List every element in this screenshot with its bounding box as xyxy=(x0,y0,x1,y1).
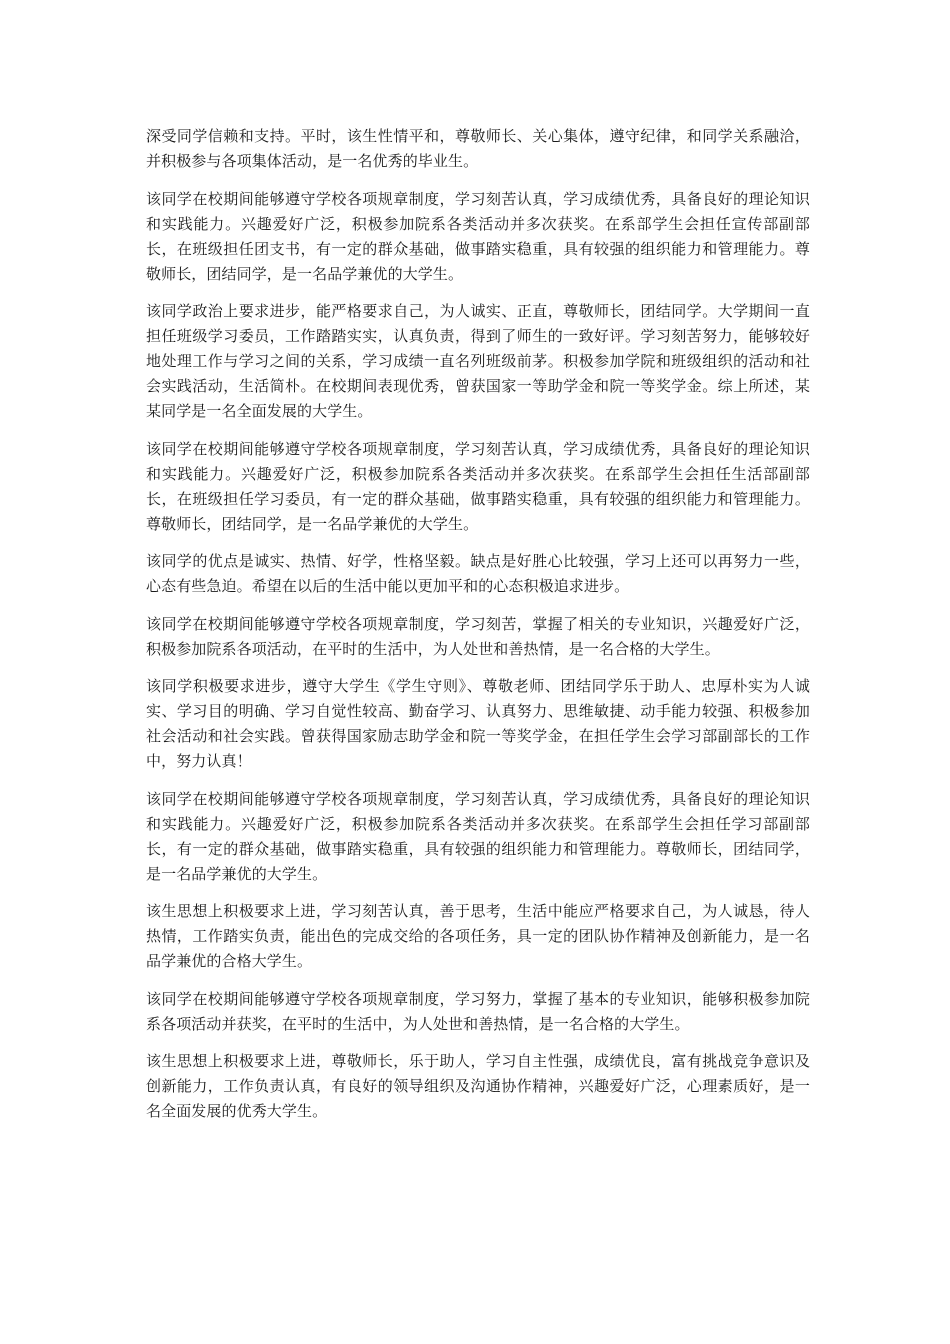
paragraph: 该同学的优点是诚实、热情、好学，性格坚毅。缺点是好胜心比较强，学习上还可以再努力一些，心态有些急迫。希望在以后的生活中能以更加平和的心态积极追求进步。 xyxy=(146,552,810,595)
paragraph: 该生思想上积极要求上进，学习刻苦认真，善于思考，生活中能应严格要求自己，为人诚恳，待人热情，工作踏实负责，能出色的完成交给的各项任务，具一定的团队协作精神及创新能力，是一名品学兼优的合格大学生。 xyxy=(146,902,810,970)
paragraph: 该同学政治上要求进步，能严格要求自己，为人诚实、正直，尊敬师长，团结同学。大学期间一直担任班级学习委员，工作踏踏实实，认真负责，得到了师生的一致好评。学习刻苦努力，能够较好地处理工作与学习之间的关系，学习成绩一直名列班级前茅。积极参加学院和班级组织的活动和社会实践活动，生活简朴。在校期间表现优秀，曾获国家一等助学金和院一等奖学金。综上所述，某某同学是一名全面发展的大学生。 xyxy=(146,302,810,420)
paragraph: 深受同学信赖和支持。平时，该生性情平和，尊敬师长、关心集体，遵守纪律，和同学关系融洽，并积极参与各项集体活动，是一名优秀的毕业生。 xyxy=(146,127,810,170)
paragraph: 该同学在校期间能够遵守学校各项规章制度，学习刻苦认真，学习成绩优秀，具备良好的理论知识和实践能力。兴趣爱好广泛，积极参加院系各类活动并多次获奖。在系部学生会担任宣传部副部长，在班级担任团支书，有一定的群众基础，做事踏实稳重，具有较强的组织能力和管理能力。尊敬师长，团结同学，是一名品学兼优的大学生。 xyxy=(146,189,810,283)
paragraph: 该同学在校期间能够遵守学校各项规章制度，学习刻苦，掌握了相关的专业知识，兴趣爱好广泛，积极参加院系各项活动，在平时的生活中，为人处世和善热情，是一名合格的大学生。 xyxy=(146,614,810,658)
document-body xyxy=(146,124,810,1137)
paragraph: 该同学积极要求进步，遵守大学生《学生守则》、尊敬老师、团结同学乐于助人、忠厚朴实为人诚实、学习目的明确、学习自觉性较高、勤奋学习、认真努力、思维敏捷、动手能力较强、积极参加社会活动和社会实践。曾获得国家励志助学金和院一等奖学金，在担任学生会学习部副部长的工作中，努力认真！ xyxy=(146,677,810,770)
paragraph: 该同学在校期间能够遵守学校各项规章制度，学习努力，掌握了基本的专业知识，能够积极参加院系各项活动并获奖，在平时的生活中，为人处世和善热情，是一名合格的大学生。 xyxy=(146,989,810,1033)
paragraph: 该同学在校期间能够遵守学校各项规章制度，学习刻苦认真，学习成绩优秀，具备良好的理论知识和实践能力。兴趣爱好广泛，积极参加院系各类活动并多次获奖。在系部学生会担任学习部副部长，有一定的群众基础，做事踏实稳重，具有较强的组织能力和管理能力。尊敬师长，团结同学，是一名品学兼优的大学生。 xyxy=(146,789,810,883)
paragraph: 该生思想上积极要求上进，尊敬师长，乐于助人，学习自主性强，成绩优良，富有挑战竞争意识及创新能力，工作负责认真，有良好的领导组织及沟通协作精神，兴趣爱好广泛，心理素质好，是一名全面发展的优秀大学生。 xyxy=(146,1052,810,1120)
paragraph: 该同学在校期间能够遵守学校各项规章制度，学习刻苦认真，学习成绩优秀，具备良好的理论知识和实践能力。兴趣爱好广泛，积极参加院系各类活动并多次获奖。在系部学生会担任生活部副部长，在班级担任学习委员，有一定的群众基础，做事踏实稳重，具有较强的组织能力和管理能力。尊敬师长，团结同学，是一名品学兼优的大学生。 xyxy=(146,439,810,533)
